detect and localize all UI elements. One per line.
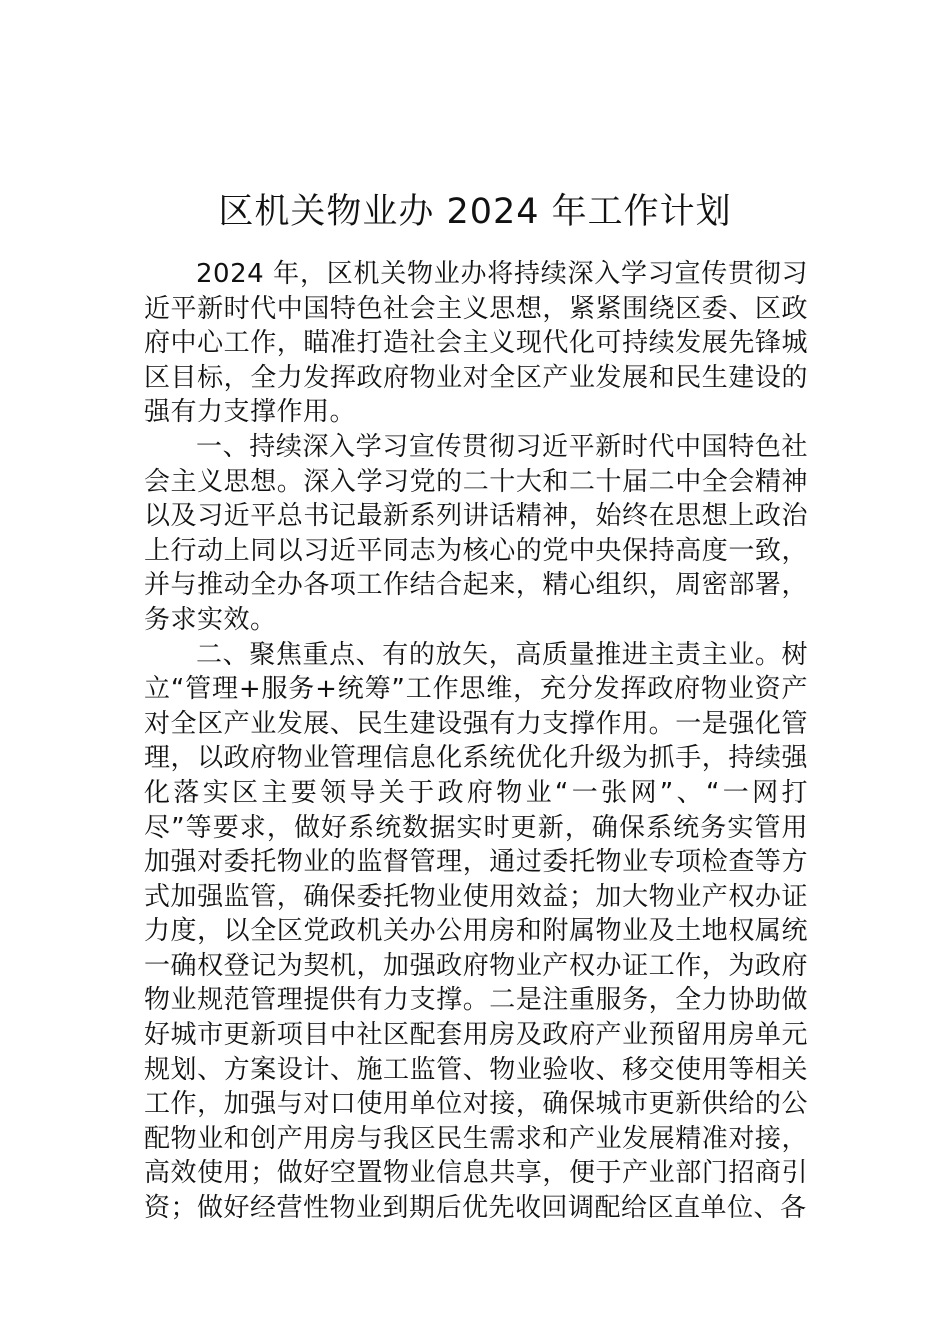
paragraph-intro: 2024 年，区机关物业办将持续深入学习宣传贯彻习近平新时代中国特色社会主义思想，紧紧围绕区委、区政府中心工作，瞄准打造社会主义现代化可持续发展先锋城区目标，全力发挥政府物业对全区产业发展和民生建设的强有力支撑作用。	[144, 259, 808, 428]
document-title: 区机关物业办 2024 年工作计划	[218, 192, 732, 233]
paragraph-section-2: 二、聚焦重点、有的放矢，高质量推进主责主业。树立“管理+服务+统筹”工作思维，充分发挥政府物业资产对全区产业发展、民生建设强有力支撑作用。一是强化管理，以政府物业管理信息化系统优化升级为抓手，持续强化落实区主要领导关于政府物业“一张网”、“一网打尽”等要求，做好系统数据实时更新，确保系统务实管用加强对委托物业的监督管理，通过委托物业专项检查等方式加强监管，确保委托物业使用效益；加大物业产权办证力度，以全区党政机关办公用房和附属物业及土地权属统一确权登记为契机，加强政府物业产权办证工作，为政府物业规范管理提供有力支撑。二是注重服务，全力协助做好城市更新项目中社区配套用房及政府产业预留用房单元规划、方案设计、施工监管、物业验收、移交使用等相关工作，加强与对口使用单位对接，确保城市更新供给的公配物业和创产用房与我区民生需求和产业发展精准对接，高效使用；做好空置物业信息共享，便于产业部门招商引资；做好经营性物业到期后优先收回调配给区直单位、各	[144, 639, 808, 1224]
document-body	[144, 257, 808, 1226]
paragraph-section-1: 一、持续深入学习宣传贯彻习近平新时代中国特色社会主义思想。深入学习党的二十大和二十届二中全会精神以及习近平总书记最新系列讲话精神，始终在思想上政治上行动上同以习近平同志为核心的党中央保持高度一致，并与推动全办各项工作结合起来，精心组织，周密部署，务求实效。	[144, 431, 808, 635]
